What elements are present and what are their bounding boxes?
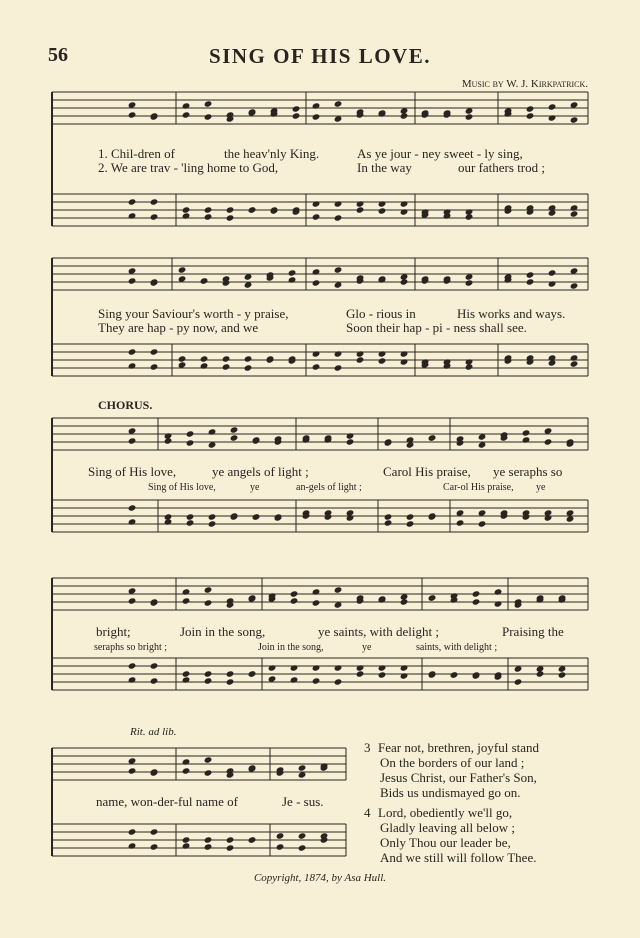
note-head [334,678,343,685]
note-head [312,200,321,207]
note-head [526,271,535,278]
s3-bass-c: an-gels of light ; [296,482,362,493]
note-head [450,671,459,678]
note-head [182,212,191,219]
note-head [248,836,257,843]
s4-lyric-d: Praising the [502,624,564,639]
note-head [334,266,343,273]
note-head [522,429,531,436]
note-head [178,355,187,362]
page-number: 56 [48,44,68,66]
s4-bass-a: seraphs so bright ; [94,642,168,653]
note-head [150,348,159,355]
note-head [384,519,393,526]
note-head [378,357,387,364]
note-head [204,836,213,843]
note-head [465,213,474,220]
note-head [248,206,257,213]
s3-bass-a: Sing of His love, [148,482,216,493]
s5-lyric-a: name, won-der-ful name of [96,794,238,809]
note-head [200,362,209,369]
note-head [378,200,387,207]
verse-number: 4 [364,805,371,820]
note-head [150,363,159,370]
s4-lyric-b: Join in the song, [180,624,266,639]
note-head [356,206,365,213]
note-head [334,664,343,671]
note-head [182,588,191,595]
note-head [312,213,321,220]
note-head [312,113,321,120]
note-head [230,434,239,441]
note-head [150,843,159,850]
note-head [570,116,579,123]
note-head [204,100,213,107]
verse-line: Gladly leaving all below ; [380,820,516,835]
note-head [128,198,137,205]
note-head [465,113,474,120]
note-head [150,662,159,669]
note-head [400,112,409,119]
note-head [570,354,579,361]
note-head [276,832,285,839]
note-head [276,843,285,850]
note-head [494,588,503,595]
note-head [128,504,137,511]
note-head [128,212,137,219]
note-head [178,266,187,273]
note-head [346,432,355,439]
s1-v1-a: 1. Chil-dren of [98,146,175,161]
note-head [334,214,343,221]
note-head [182,670,191,677]
note-head [456,519,465,526]
verse-4 [364,805,539,865]
note-head [182,597,191,604]
verse-3 [364,740,539,800]
note-head [244,355,253,362]
note-head [226,836,235,843]
chorus-label: CHORUS. [98,398,153,412]
note-head [384,513,393,520]
verse-line: Bids us undismayed go on. [380,785,521,800]
s3-lyric-b: ye angels of light ; [212,464,309,479]
note-head [200,277,209,284]
note-head [230,426,239,433]
note-head [472,598,481,605]
note-head [200,355,209,362]
note-head [298,764,307,771]
note-head [226,206,235,213]
note-head [128,842,137,849]
s4-lyric-a: bright; [96,624,131,639]
note-head [356,350,365,357]
s3-bass-d: Car-ol His praise, [443,482,514,493]
note-head [472,590,481,597]
note-head [222,363,231,370]
note-head [182,836,191,843]
s3-lyric-d: ye seraphs so [493,464,563,479]
note-head [204,843,213,850]
note-head [400,598,409,605]
note-head [312,677,321,684]
note-head [406,520,415,527]
s1-v2-b: In the way [357,160,412,175]
note-head [186,513,195,520]
s2-v1-c: His works and ways. [457,306,566,321]
note-head [244,364,253,371]
note-head [378,671,387,678]
note-head [226,670,235,677]
s4-bass-c: ye [362,642,372,653]
note-head [204,756,213,763]
note-head [312,664,321,671]
note-head [290,664,299,671]
note-head [570,360,579,367]
note-head [334,350,343,357]
note-head [182,206,191,213]
note-head [128,828,137,835]
note-head [182,676,191,683]
note-head [128,767,137,774]
verse-line: Jesus Christ, our Father's Son, [380,770,537,785]
note-head [356,356,365,363]
note-head [400,672,409,679]
note-head [406,513,415,520]
note-head [400,350,409,357]
note-head [268,664,277,671]
note-head [570,210,579,217]
note-head [478,520,487,527]
note-head [428,594,437,601]
note-head [164,518,173,525]
note-head [226,678,235,685]
note-head [536,670,545,677]
note-head [204,599,213,606]
note-head [312,268,321,275]
s2-v1-b: Glo - rious in [346,306,416,321]
note-head [128,437,137,444]
note-head [186,439,195,446]
note-head [128,518,137,525]
s1-v2-a: 2. We are trav - 'ling home to God, [98,160,279,175]
note-head [548,103,557,110]
note-head [204,677,213,684]
s3-bass-e: ye [536,482,546,493]
note-head [182,758,191,765]
note-head [222,355,231,362]
note-head [204,206,213,213]
note-head [428,434,437,441]
note-head [226,214,235,221]
verse-line: Lord, obediently we'll go, [378,805,513,820]
note-head [128,277,137,284]
music-credit: Music by W. J. Kirkpatrick. [461,78,588,90]
verse-line: Only Thou our leader be, [380,835,511,850]
s4-lyric-c: ye saints, with delight ; [318,624,439,639]
note-head [334,364,343,371]
note-head [334,100,343,107]
note-head [292,105,301,112]
note-head [226,844,235,851]
s2-v2-a: They are hap - py now, and we [98,320,259,335]
note-head [312,102,321,109]
s5-lyric-b: Je - sus. [282,794,324,809]
note-head [182,842,191,849]
note-head [150,198,159,205]
note-head [548,280,557,287]
note-head [204,113,213,120]
note-head [288,269,297,276]
note-head [208,513,217,520]
note-head [400,664,409,671]
tempo-marking: Rit. ad lib. [130,726,177,738]
verse-line: And we still will follow Thee. [380,850,537,865]
s2-v2-b: Soon their hap - pi - ness shall see. [346,320,527,335]
copyright-notice: Copyright, 1874, by Asa Hull. [253,872,387,884]
note-head [292,112,301,119]
note-head [288,276,297,283]
note-head [312,588,321,595]
s4-bass-d: saints, with delight ; [416,642,498,653]
note-head [290,597,299,604]
note-head [128,111,137,118]
note-head [312,350,321,357]
note-head [570,204,579,211]
note-head [164,437,173,444]
note-head [204,213,213,220]
additional-verses [364,740,539,870]
note-head [290,590,299,597]
note-head [312,599,321,606]
note-head [150,828,159,835]
note-head [526,112,535,119]
verse-number: 3 [364,740,371,755]
note-head [356,664,365,671]
note-head [252,513,261,520]
note-head [522,436,531,443]
note-head [400,278,409,285]
verse-line: Fear not, brethren, joyful stand [378,740,540,755]
note-head [182,767,191,774]
note-head [378,664,387,671]
note-head [298,832,307,839]
note-head [182,111,191,118]
note-head [208,428,217,435]
note-head [298,844,307,851]
s1-v2-c: our fathers trod ; [458,160,546,175]
note-head [494,600,503,607]
note-head [378,207,387,214]
note-head [346,438,355,445]
note-head [544,514,553,521]
note-head [128,676,137,683]
note-head [312,279,321,286]
note-head [465,279,474,286]
note-head [128,662,137,669]
note-head [465,363,474,370]
s3-lyric-c: Carol His praise, [383,464,471,479]
hymn-title: SING OF HIS LOVE. [209,44,431,68]
note-head [548,269,557,276]
note-head [346,514,355,521]
note-head [150,677,159,684]
note-head [204,586,213,593]
s1-v1-b: the heav'nly King. [224,146,320,161]
note-head [514,678,523,685]
note-head [204,670,213,677]
note-head [526,105,535,112]
note-head [544,438,553,445]
note-head [378,350,387,357]
note-head [526,278,535,285]
note-head [334,586,343,593]
note-head [208,520,217,527]
note-head [150,213,159,220]
s2-v1-a: Sing your Saviour's worth - y praise, [98,306,289,321]
note-head [400,208,409,215]
note-head [186,519,195,526]
verse-line: On the borders of our land ; [380,755,525,770]
note-head [248,670,257,677]
s3-bass-b: ye [250,482,260,493]
note-head [312,363,321,370]
note-head [400,358,409,365]
note-head [558,671,567,678]
note-head [548,114,557,121]
note-head [128,348,137,355]
s3-lyric-a: Sing of His love, [88,464,177,479]
note-head [128,597,137,604]
note-head [182,102,191,109]
s4-bass-b: Join in the song, [258,642,324,653]
s1-v1-c: As ye jour - ney sweet - ly sing, [357,146,523,161]
note-head [400,200,409,207]
note-head [356,670,365,677]
note-head [570,282,579,289]
note-head [290,676,299,683]
note-head [204,769,213,776]
note-head [186,430,195,437]
note-head [356,200,365,207]
note-head [128,362,137,369]
note-head [334,200,343,207]
